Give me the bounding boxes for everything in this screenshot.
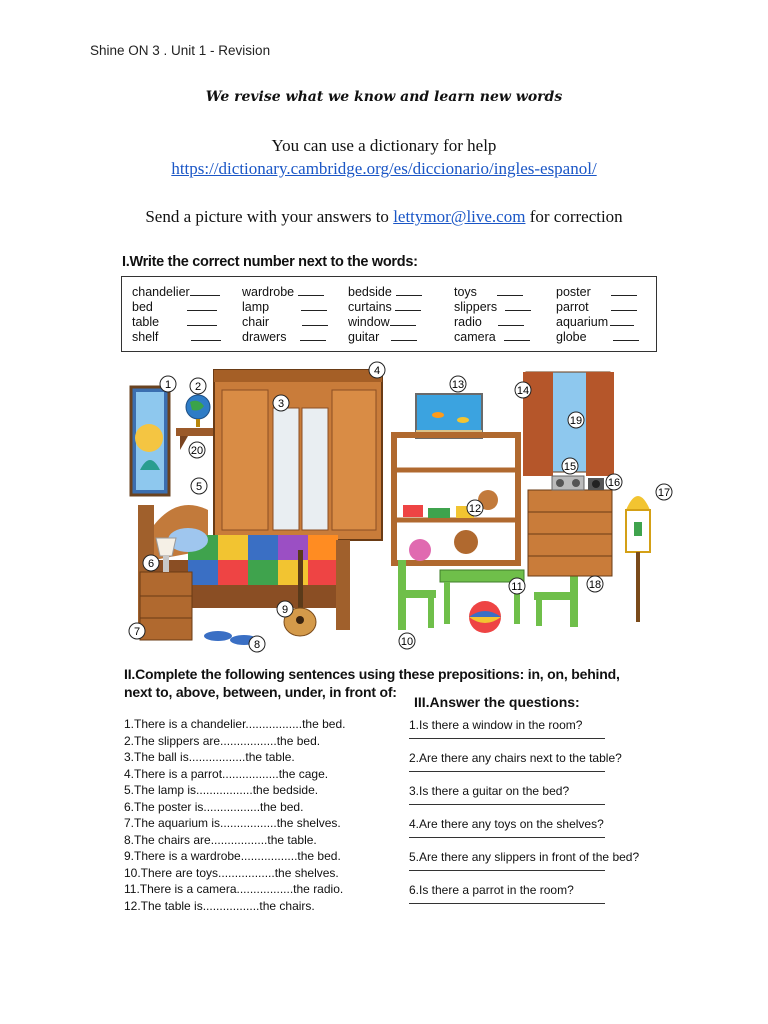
send-prefix: Send a picture with your answers to: [145, 207, 394, 226]
answer-line[interactable]: [409, 804, 605, 805]
word-label: toys: [454, 285, 477, 299]
send-instructions: [0, 207, 768, 227]
svg-text:10: 10: [400, 636, 414, 648]
sentence-item: 11.There is a camera.................the radio.: [124, 882, 344, 896]
svg-text:15: 15: [563, 461, 577, 473]
answer-blank[interactable]: [395, 301, 421, 311]
word-label: drawers: [242, 330, 287, 344]
ball-icon: [469, 601, 501, 633]
number-label: [568, 412, 584, 428]
sentence-item: 4.There is a parrot.................the cage.: [124, 766, 329, 781]
section1-title: I.Write the correct number next to the words:: [122, 254, 418, 270]
question-text: 2.Are there any chairs next to the table?: [409, 751, 622, 765]
word-label: shelf: [132, 330, 159, 344]
svg-text:6: 6: [147, 558, 155, 570]
word-item: [348, 285, 422, 300]
section2-title-line1: II.Complete the following sentences using these prepositions: in, on, behind,: [124, 666, 620, 682]
sentence-item: 2.The slippers are.................the bed.: [124, 733, 321, 748]
word-label: bed: [132, 300, 153, 314]
answer-blank[interactable]: [611, 301, 637, 311]
word-label: lamp: [242, 300, 270, 314]
sentence-item: 1.There is a chandelier.................the bed.: [124, 717, 346, 731]
word-item: [556, 300, 639, 315]
word-label: window: [348, 315, 390, 329]
dictionary-link[interactable]: https://dictionary.cambridge.org/es/diccionario/ingles-espanol/: [171, 159, 597, 178]
answer-line[interactable]: [409, 771, 605, 772]
poster-icon: [131, 387, 169, 495]
word-label: slippers: [454, 300, 498, 314]
answer-blank[interactable]: [396, 286, 422, 296]
globe-icon: [186, 395, 210, 427]
number-label: [467, 500, 483, 516]
question-list: [409, 718, 639, 916]
bedside-icon: [140, 572, 192, 640]
sentence-item: 9.There is a wardrobe.................the bed.: [124, 849, 341, 863]
word-column: [132, 285, 221, 345]
word-item: [242, 300, 328, 315]
word-item: [242, 330, 328, 345]
word-item: [348, 300, 422, 315]
answer-line[interactable]: [409, 738, 605, 739]
section2-title: [124, 665, 664, 701]
question-text: 4.Are there any toys on the shelves?: [409, 817, 604, 831]
number-label: [656, 484, 672, 500]
sentence-item: 3.The ball is.................the table.: [124, 750, 295, 764]
question-item: [409, 850, 639, 883]
answer-blank[interactable]: [301, 301, 327, 311]
sentence-item: 7.The aquarium is.................the shelves.: [124, 816, 341, 830]
svg-text:20: 20: [190, 445, 204, 457]
svg-text:7: 7: [133, 626, 141, 638]
radio-icon: [552, 476, 584, 490]
sentence-item: 8.The chairs are.................the table.: [124, 832, 317, 847]
word-label: poster: [556, 285, 591, 299]
sentence-item: 6.The poster is.................the bed.: [124, 799, 304, 814]
number-label: [606, 474, 622, 490]
word-item: [556, 285, 639, 300]
number-label: [249, 636, 265, 652]
number-label: [509, 578, 525, 594]
svg-text:2: 2: [194, 381, 202, 393]
word-label: radio: [454, 315, 482, 329]
section3-title: III.Answer the questions:: [414, 694, 580, 710]
parrot-cage-icon: [626, 496, 650, 622]
send-suffix: for correction: [525, 207, 623, 226]
answer-blank[interactable]: [302, 316, 328, 326]
word-column: [348, 285, 422, 345]
number-label: [273, 395, 289, 411]
svg-text:16: 16: [607, 477, 621, 489]
bedroom-illustration: [118, 360, 688, 658]
word-label: chandelier: [132, 285, 190, 299]
word-item: [242, 285, 328, 300]
answer-blank[interactable]: [497, 286, 523, 296]
question-text: 5.Are there any slippers in front of the bed?: [409, 850, 640, 864]
word-label: wardrobe: [242, 285, 295, 299]
section2-title-line2: next to, above, between, under, in front of:: [124, 684, 397, 700]
number-label: [143, 555, 159, 571]
number-label: [160, 376, 176, 392]
answer-blank[interactable]: [190, 286, 220, 296]
answer-blank[interactable]: [505, 301, 531, 311]
toys-icon: [403, 490, 498, 561]
word-column: [454, 285, 531, 345]
dictionary-link-line: [0, 159, 768, 179]
answer-blank[interactable]: [610, 316, 634, 326]
word-item: [242, 315, 328, 330]
answer-line[interactable]: [409, 870, 605, 871]
answer-blank[interactable]: [504, 331, 530, 341]
answer-blank[interactable]: [187, 301, 217, 311]
answer-line[interactable]: [409, 837, 605, 838]
sentence-item: 5.The lamp is.................the bedside.: [124, 783, 319, 797]
svg-text:5: 5: [195, 481, 203, 493]
svg-text:11: 11: [511, 581, 523, 593]
number-label: [190, 378, 206, 394]
word-item: [348, 315, 422, 330]
word-item: [454, 330, 531, 345]
aquarium-icon: [416, 394, 482, 438]
answer-blank[interactable]: [390, 316, 416, 326]
svg-text:13: 13: [451, 379, 465, 391]
question-item: [409, 751, 639, 784]
word-label: chair: [242, 315, 270, 329]
tagline: We revise what we know and learn new words: [205, 89, 563, 105]
answer-blank[interactable]: [611, 286, 637, 296]
word-label: aquarium: [556, 315, 609, 329]
number-label: [450, 376, 466, 392]
question-item: [409, 817, 639, 850]
number-label: [515, 382, 531, 398]
svg-text:12: 12: [468, 503, 482, 515]
svg-text:4: 4: [373, 365, 381, 377]
answer-line[interactable]: [409, 903, 605, 904]
wardrobe-icon: [214, 370, 382, 540]
word-label: globe: [556, 330, 587, 344]
answer-blank[interactable]: [298, 286, 324, 296]
word-item: [454, 300, 531, 315]
word-item: [132, 285, 221, 300]
answer-blank[interactable]: [300, 331, 326, 341]
word-item: [348, 330, 422, 345]
word-box: [121, 276, 657, 352]
word-label: table: [132, 315, 160, 329]
svg-text:17: 17: [657, 487, 671, 499]
word-item: [556, 330, 639, 345]
answer-blank[interactable]: [613, 331, 639, 341]
dictionary-help-text: You can use a dictionary for help: [271, 136, 497, 155]
question-text: 6.Is there a parrot in the room?: [409, 883, 574, 897]
number-label: [189, 442, 205, 458]
word-label: curtains: [348, 300, 392, 314]
word-column: [556, 285, 639, 345]
number-label: [277, 601, 293, 617]
word-label: camera: [454, 330, 496, 344]
document-header: Shine ON 3 . Unit 1 - Revision: [90, 43, 271, 58]
svg-text:19: 19: [569, 415, 583, 427]
chair-icon: [398, 560, 436, 630]
sentence-item: 12.The table is.................the chairs.: [124, 898, 315, 913]
number-label: [369, 362, 385, 378]
word-item: [132, 300, 221, 315]
sentence-item: 10.There are toys.................the shelves.: [124, 865, 339, 880]
number-label: [129, 623, 145, 639]
question-item: [409, 718, 639, 751]
word-label: parrot: [556, 300, 589, 314]
word-item: [454, 315, 531, 330]
word-item: [556, 315, 639, 330]
word-item: [132, 315, 221, 330]
answer-blank[interactable]: [498, 316, 524, 326]
email-link[interactable]: lettymor@live.com: [393, 207, 526, 226]
svg-text:18: 18: [588, 579, 602, 591]
question-text: 3.Is there a guitar on the bed?: [409, 784, 570, 798]
word-label: guitar: [348, 330, 380, 344]
question-item: [409, 883, 639, 916]
word-label: bedside: [348, 285, 392, 299]
answer-blank[interactable]: [191, 331, 221, 341]
sentence-list: [124, 716, 345, 914]
word-column: [242, 285, 328, 345]
number-label: [399, 633, 415, 649]
drawers-icon: [528, 490, 612, 576]
svg-text:14: 14: [516, 385, 530, 397]
number-label: [562, 458, 578, 474]
answer-blank[interactable]: [391, 331, 417, 341]
word-item: [454, 285, 531, 300]
svg-text:1: 1: [164, 379, 172, 391]
number-label: [191, 478, 207, 494]
svg-text:3: 3: [277, 398, 285, 410]
answer-blank[interactable]: [187, 316, 217, 326]
camera-icon: [588, 478, 604, 490]
word-item: [132, 330, 221, 345]
question-text: 1.Is there a window in the room?: [409, 718, 583, 732]
number-label: [587, 576, 603, 592]
svg-text:9: 9: [281, 604, 289, 616]
svg-text:8: 8: [253, 639, 261, 651]
question-item: [409, 784, 639, 817]
